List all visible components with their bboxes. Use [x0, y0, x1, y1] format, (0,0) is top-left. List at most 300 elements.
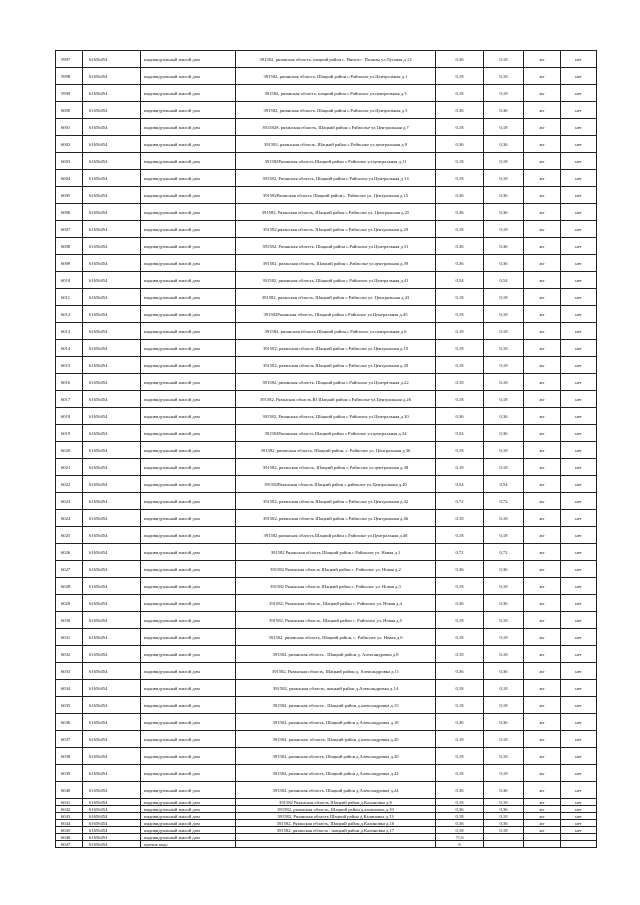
cadastral-code-cell: 61656454 — [83, 680, 141, 697]
flag-cell: нет — [561, 799, 597, 806]
address-cell: 391582, рязанская область, Шацкий район д.Александровка д.22 — [236, 765, 436, 782]
row-number-cell: 6034 — [56, 680, 83, 697]
table-row — [56, 255, 597, 272]
flag-cell: нет — [561, 119, 597, 136]
cadastral-code-cell: 61656454 — [83, 119, 141, 136]
flag-cell: нет — [561, 714, 597, 731]
row-number-cell: 6015 — [56, 357, 83, 374]
area-value-2-cell: 0,36 — [484, 408, 524, 425]
building-type-cell: индивидуальный жилой дом — [141, 510, 236, 527]
address-cell: 391582, Рязанская область, Шацкий район с.Райполье ул. Центральная д.25 — [236, 204, 436, 221]
building-type-cell: индивидуальный жилой дом — [141, 813, 236, 820]
unit-cell: жт — [524, 663, 561, 680]
unit-cell: жт — [524, 204, 561, 221]
area-value-2-cell: 0,18 — [484, 340, 524, 357]
table-row — [56, 629, 597, 646]
cadastral-code-cell: 61656454 — [83, 136, 141, 153]
unit-cell: жт — [524, 731, 561, 748]
row-number-cell: 6030 — [56, 612, 83, 629]
table-row — [56, 646, 597, 663]
table-row — [56, 391, 597, 408]
cadastral-code-cell: 61656454 — [83, 841, 141, 848]
row-number-cell: 6039 — [56, 765, 83, 782]
area-value-cell: 0,18 — [436, 306, 484, 323]
building-type-cell: индивидуальный жилой дом — [141, 272, 236, 289]
flag-cell: нет — [561, 51, 597, 68]
row-number-cell: 6003 — [56, 153, 83, 170]
table-row — [56, 323, 597, 340]
unit-cell: жт — [524, 510, 561, 527]
address-cell: 391582, рязанская область, Шацкий район с.Райполье ул.Центральная д.5 — [236, 102, 436, 119]
row-number-cell: 6010 — [56, 272, 83, 289]
area-value-cell: 0,36 — [436, 806, 484, 813]
unit-cell: жт — [524, 646, 561, 663]
area-value-cell: 6 — [436, 841, 484, 848]
area-value-2-cell: 0,36 — [484, 561, 524, 578]
row-number-cell: 6013 — [56, 323, 83, 340]
table-row — [56, 340, 597, 357]
row-number-cell: 6004 — [56, 170, 83, 187]
area-value-cell: 0,18 — [436, 731, 484, 748]
flag-cell: нет — [561, 289, 597, 306]
building-type-cell: индивидуальный жилой дом — [141, 476, 236, 493]
area-value-cell: 0,18 — [436, 221, 484, 238]
row-number-cell: 6019 — [56, 425, 83, 442]
row-number-cell: 6036 — [56, 714, 83, 731]
table-row — [56, 204, 597, 221]
unit-cell: жт — [524, 323, 561, 340]
table-row — [56, 85, 597, 102]
table-row — [56, 561, 597, 578]
address-cell: 391582, рязанская область , Шацкий район д.александровка д.15 — [236, 697, 436, 714]
address-cell: 391582 Рязанская область Шацкий район д.Калиновка д.6 — [236, 799, 436, 806]
row-number-cell: 6007 — [56, 221, 83, 238]
area-value-cell: 0,18 — [436, 119, 484, 136]
row-number-cell: 6024 — [56, 510, 83, 527]
table-row — [56, 510, 597, 527]
flag-cell: нет — [561, 827, 597, 834]
cadastral-code-cell: 61656454 — [83, 510, 141, 527]
area-value-cell: 0,18 — [436, 391, 484, 408]
cadastral-code-cell: 61656454 — [83, 238, 141, 255]
table-row — [56, 782, 597, 799]
address-cell: 391582S, рязанская область, Шацкий район с.Райполье ул.Центральная д.7 — [236, 119, 436, 136]
row-number-cell: 6020 — [56, 442, 83, 459]
building-type-cell: индивидуальный жилой дом — [141, 136, 236, 153]
building-type-cell: индивидуальный жилой дом — [141, 170, 236, 187]
unit-cell: жт — [524, 170, 561, 187]
flag-cell: нет — [561, 374, 597, 391]
address-cell: 391582,рязанская область, Шацкий район с.Райполье ул.Центральная д.29 — [236, 221, 436, 238]
building-type-cell: индивидуальный жилой дом — [141, 442, 236, 459]
cadastral-code-cell: 61656454 — [83, 289, 141, 306]
unit-cell: жт — [524, 820, 561, 827]
address-cell: 391582, рязанская область, шацкий район с. Ничего - Поляны ул.Луговая д.13 — [236, 51, 436, 68]
unit-cell: жт — [524, 408, 561, 425]
building-type-cell: индивидуальный жилой дом — [141, 357, 236, 374]
area-value-2-cell: 0,18 — [484, 646, 524, 663]
building-type-cell: индивидуальный жилой дом — [141, 612, 236, 629]
table-row — [56, 612, 597, 629]
area-value-2-cell: 0,18 — [484, 442, 524, 459]
cadastral-code-cell: 61656454 — [83, 544, 141, 561]
area-value-2-cell: 0,18 — [484, 289, 524, 306]
flag-cell — [561, 841, 597, 848]
address-cell: 391582 Рязанская область Шацкий район с. Райполье ул. Новая д.3 — [236, 578, 436, 595]
cadastral-code-cell: 61656454 — [83, 476, 141, 493]
area-value-2-cell: 0,18 — [484, 374, 524, 391]
table-row — [56, 119, 597, 136]
area-value-2-cell: 0,18 — [484, 799, 524, 806]
unit-cell: жт — [524, 612, 561, 629]
building-type-cell: индивидуальный жилой дом — [141, 425, 236, 442]
unit-cell: жт — [524, 68, 561, 85]
row-number-cell: 6027 — [56, 561, 83, 578]
address-cell: 391582, рязанская область , Шацкий район д. Александровка д.8 — [236, 646, 436, 663]
cadastral-code-cell: 61656454 — [83, 612, 141, 629]
address-cell: 391582, Рязанская область,Ю Шацкий район с.Райполье ул.Центральная д.26 — [236, 391, 436, 408]
building-type-cell: индивидуальный жилой дом — [141, 820, 236, 827]
building-type-cell: индивидуальный жилой дом — [141, 561, 236, 578]
building-type-cell: индивидуальный жилой дом — [141, 119, 236, 136]
area-value-cell: 0,36 — [436, 820, 484, 827]
row-number-cell: 6042 — [56, 806, 83, 813]
row-number-cell: 6043 — [56, 813, 83, 820]
area-value-cell: 0,54 — [436, 272, 484, 289]
cadastral-code-cell: 61656454 — [83, 323, 141, 340]
flag-cell: нет — [561, 153, 597, 170]
address-cell: 391582, рязанская область, Шацкий район с.Райполье ул.центральная д.9 — [236, 136, 436, 153]
building-type-cell: индивидуальный жилой дом — [141, 663, 236, 680]
flag-cell: нет — [561, 782, 597, 799]
unit-cell: жт — [524, 357, 561, 374]
table-row — [56, 476, 597, 493]
row-number-cell: 6028 — [56, 578, 83, 595]
address-cell: 391582, рязанская область, Шацкий район, с. Райполье ул. Новая д.6 — [236, 629, 436, 646]
area-value-cell: 0,18 — [436, 612, 484, 629]
flag-cell: нет — [561, 544, 597, 561]
area-value-cell: 0,18 — [436, 629, 484, 646]
table-row — [56, 714, 597, 731]
building-type-cell: индивидуальный жилой дом — [141, 204, 236, 221]
building-type-cell: индивидуальный жилой дом — [141, 595, 236, 612]
table-body — [56, 51, 597, 848]
cadastral-code-cell: 61656454 — [83, 442, 141, 459]
area-value-2-cell: 0,36 — [484, 136, 524, 153]
area-value-2-cell: 0,18 — [484, 748, 524, 765]
building-type-cell: индивидуальный жилой дом — [141, 806, 236, 813]
table-row — [56, 527, 597, 544]
area-value-2-cell: 0,36 — [484, 806, 524, 813]
cadastral-code-cell: 61656454 — [83, 153, 141, 170]
area-value-cell: 0,18 — [436, 799, 484, 806]
address-cell: 391582, рязанская область Шацкий район с.Райполье ул.центральная д.6 — [236, 323, 436, 340]
row-number-cell: 6005 — [56, 187, 83, 204]
row-number-cell: 6016 — [56, 374, 83, 391]
area-value-2-cell: 0,18 — [484, 680, 524, 697]
table-row — [56, 442, 597, 459]
area-value-cell: 71,6 — [436, 834, 484, 841]
area-value-cell: 0,18 — [436, 680, 484, 697]
unit-cell: жт — [524, 748, 561, 765]
row-number-cell: 6023 — [56, 493, 83, 510]
area-value-cell: 0,36 — [436, 561, 484, 578]
area-value-cell: 0,18 — [436, 527, 484, 544]
flag-cell: нет — [561, 221, 597, 238]
area-value-2-cell: 0,18 — [484, 813, 524, 820]
unit-cell: жт — [524, 221, 561, 238]
unit-cell: жт — [524, 806, 561, 813]
unit-cell — [524, 834, 561, 841]
row-number-cell: 6021 — [56, 459, 83, 476]
table-row — [56, 136, 597, 153]
address-cell: 391582, рязанская область Шацкий район с.Райполье ул.Центральная д.46 — [236, 510, 436, 527]
row-number-cell: 5997 — [56, 51, 83, 68]
unit-cell: жт — [524, 697, 561, 714]
flag-cell: нет — [561, 510, 597, 527]
address-cell: 391582Рязанская область Шацкий район с.Райполье ул.центральная д.34 — [236, 425, 436, 442]
area-value-cell: 0,36 — [436, 204, 484, 221]
area-value-cell: 0,18 — [436, 827, 484, 834]
area-value-2-cell: 0,18 — [484, 85, 524, 102]
building-type-cell: индивидуальный жилой дом — [141, 629, 236, 646]
table-row — [56, 68, 597, 85]
area-value-2-cell: 0,18 — [484, 459, 524, 476]
unit-cell: жт — [524, 340, 561, 357]
unit-cell: жт — [524, 629, 561, 646]
table-row — [56, 102, 597, 119]
building-type-cell: индивидуальный жилой дом — [141, 544, 236, 561]
cadastral-code-cell: 61656454 — [83, 663, 141, 680]
area-value-2-cell: 0,36 — [484, 820, 524, 827]
cadastral-code-cell: 61656454 — [83, 561, 141, 578]
address-cell: 391582, рязанская область, Шацкий район с.Райполье ул. Центральная д.43 — [236, 289, 436, 306]
building-type-cell: индивидуальный жилой дом — [141, 765, 236, 782]
area-value-2-cell: 0,36 — [484, 595, 524, 612]
cadastral-code-cell: 61656454 — [83, 799, 141, 806]
unit-cell: жт — [524, 238, 561, 255]
table-row — [56, 238, 597, 255]
address-cell — [236, 841, 436, 848]
area-value-cell: 0,18 — [436, 697, 484, 714]
cadastral-code-cell: 61656454 — [83, 391, 141, 408]
row-number-cell: 6037 — [56, 731, 83, 748]
flag-cell: нет — [561, 748, 597, 765]
unit-cell: жт — [524, 153, 561, 170]
flag-cell: нет — [561, 170, 597, 187]
address-cell: 391582 рязанская область Шацкий район с.Райполье ул.Центральная д.48 — [236, 527, 436, 544]
address-cell: 391582Рязанская область Шацкий район с. Райполье ул. Центральная д.15 — [236, 187, 436, 204]
row-number-cell: 6017 — [56, 391, 83, 408]
area-value-2-cell: 0,18 — [484, 153, 524, 170]
flag-cell: нет — [561, 806, 597, 813]
area-value-2-cell: 0,18 — [484, 827, 524, 834]
flag-cell: нет — [561, 476, 597, 493]
flag-cell: нет — [561, 136, 597, 153]
flag-cell: нет — [561, 663, 597, 680]
building-type-cell: индивидуальный жилой дом — [141, 221, 236, 238]
unit-cell: жт — [524, 85, 561, 102]
area-value-2-cell: 0,36 — [484, 187, 524, 204]
table-row — [56, 731, 597, 748]
area-value-cell: 0,54 — [436, 425, 484, 442]
flag-cell: нет — [561, 680, 597, 697]
unit-cell: жт — [524, 595, 561, 612]
cadastral-code-cell: 61656454 — [83, 629, 141, 646]
flag-cell: нет — [561, 272, 597, 289]
cadastral-code-cell: 61656454 — [83, 221, 141, 238]
area-value-cell: 0,36 — [436, 408, 484, 425]
building-type-cell: индивидуальный жилой дом — [141, 51, 236, 68]
address-cell: 391582, Рязанская область, Шацкий район с.Райполье ул.Центральная д.30 — [236, 408, 436, 425]
area-value-2-cell: 0,18 — [484, 527, 524, 544]
unit-cell: жт — [524, 272, 561, 289]
area-value-2-cell: 0,18 — [484, 731, 524, 748]
cadastral-code-cell: 61656454 — [83, 102, 141, 119]
building-type-cell: индивидуальный жилой дом — [141, 799, 236, 806]
address-cell: 391582Рязанская область Шацкий район с.Райполье ул.центральная д.11 — [236, 153, 436, 170]
flag-cell: нет — [561, 765, 597, 782]
area-value-cell: 0,18 — [436, 442, 484, 459]
row-number-cell: 6009 — [56, 255, 83, 272]
building-type-cell: индивидуальный жилой дом — [141, 646, 236, 663]
unit-cell: жт — [524, 493, 561, 510]
flag-cell: нет — [561, 238, 597, 255]
area-value-2-cell: 0,36 — [484, 714, 524, 731]
address-cell: 391582, рязанская область, Шацкий район д.Александровка д.24 — [236, 782, 436, 799]
area-value-2-cell: 0,18 — [484, 221, 524, 238]
unit-cell: жт — [524, 459, 561, 476]
row-number-cell: 6011 — [56, 289, 83, 306]
area-value-cell: 0,36 — [436, 255, 484, 272]
address-cell: 391582, рязанская область, шацкий район д.Александровка д.14 — [236, 680, 436, 697]
address-cell: 391582, рязанская область, Шацкий район с.Райполье ул.центральная д.39 — [236, 255, 436, 272]
area-value-2-cell: 0,18 — [484, 510, 524, 527]
table-row — [56, 595, 597, 612]
address-cell: 391582, Рязанская область, Шацкий район с.Райполье ул.Центральная д.31 — [236, 238, 436, 255]
address-cell: 391582 Рязанская область Шацкий район с.Райполье ул. Новая д.1 — [236, 544, 436, 561]
area-value-2-cell: 0,18 — [484, 391, 524, 408]
row-number-cell: 5999 — [56, 85, 83, 102]
cadastral-code-cell: 61656454 — [83, 827, 141, 834]
unit-cell: жт — [524, 578, 561, 595]
housing-table — [55, 50, 597, 848]
building-type-cell: индивидуальный жилой дом — [141, 85, 236, 102]
cadastral-code-cell: 61656454 — [83, 68, 141, 85]
cadastral-code-cell: 61656454 — [83, 255, 141, 272]
address-cell: 391582, рязанская область, шацкий район с.Райполье ул.центральная д.3 — [236, 85, 436, 102]
area-value-2-cell: 0,18 — [484, 323, 524, 340]
flag-cell: нет — [561, 459, 597, 476]
flag-cell: нет — [561, 612, 597, 629]
cadastral-code-cell: 61656454 — [83, 408, 141, 425]
flag-cell: нет — [561, 595, 597, 612]
row-number-cell: 6041 — [56, 799, 83, 806]
area-value-2-cell: 0,36 — [484, 782, 524, 799]
area-value-cell: 0,18 — [436, 459, 484, 476]
row-number-cell: 6014 — [56, 340, 83, 357]
area-value-cell: 0,36 — [436, 782, 484, 799]
row-number-cell: 6045 — [56, 827, 83, 834]
building-type-cell: индивидуальный жилой дом — [141, 255, 236, 272]
building-type-cell: индивидуальный жилой дом — [141, 374, 236, 391]
address-cell: 391582, рязанская область, Шацкий район д.Александровка д.18 — [236, 714, 436, 731]
row-number-cell: 6033 — [56, 663, 83, 680]
cadastral-code-cell: 61656454 — [83, 425, 141, 442]
cadastral-code-cell: 61656454 — [83, 578, 141, 595]
area-value-2-cell: 0,72 — [484, 493, 524, 510]
building-type-cell: индивидуальный жилой дом — [141, 102, 236, 119]
cadastral-code-cell: 61656454 — [83, 782, 141, 799]
cadastral-code-cell: 61656454 — [83, 170, 141, 187]
table-row — [56, 459, 597, 476]
row-number-cell: 6029 — [56, 595, 83, 612]
building-type-cell: индивидуальный жилой дом — [141, 391, 236, 408]
address-cell: 391582, рязанская область , шацкий район д.Калиновка д.17 — [236, 827, 436, 834]
area-value-2-cell: 0,18 — [484, 68, 524, 85]
row-number-cell: 6026 — [56, 544, 83, 561]
area-value-cell: 0,18 — [436, 510, 484, 527]
cadastral-code-cell: 61656454 — [83, 340, 141, 357]
table-row — [56, 813, 597, 820]
row-number-cell: 6046 — [56, 834, 83, 841]
flag-cell — [561, 834, 597, 841]
cadastral-code-cell: 61656454 — [83, 731, 141, 748]
table-row — [56, 748, 597, 765]
unit-cell: жт — [524, 51, 561, 68]
table-row — [56, 663, 597, 680]
cadastral-code-cell: 61656454 — [83, 306, 141, 323]
unit-cell: жт — [524, 255, 561, 272]
area-value-2-cell: 0,72 — [484, 544, 524, 561]
area-value-cell: 0,18 — [436, 374, 484, 391]
row-number-cell: 6031 — [56, 629, 83, 646]
address-cell: 391582, рязанская область, Шацкий район д.калиновка д.10 — [236, 806, 436, 813]
table-row — [56, 820, 597, 827]
address-cell: 391582, Рязанская область, Шацкий район д.Калиновка д.16 — [236, 820, 436, 827]
building-type-cell: индивидуальный жилой дом — [141, 697, 236, 714]
building-type-cell: индивидуальный жилой дом — [141, 323, 236, 340]
area-value-cell: 0,18 — [436, 323, 484, 340]
unit-cell: жт — [524, 374, 561, 391]
row-number-cell: 6022 — [56, 476, 83, 493]
flag-cell: нет — [561, 820, 597, 827]
address-cell: 391582, рязанская область, Шацкий район д.Александровка д.20 — [236, 748, 436, 765]
table-row — [56, 272, 597, 289]
area-value-cell: 0,18 — [436, 813, 484, 820]
unit-cell: жт — [524, 813, 561, 820]
unit-cell: жт — [524, 289, 561, 306]
unit-cell: жт — [524, 765, 561, 782]
address-cell: 391582, рязанская область Шацкий район с.Райполье ул.Центральная д.42 — [236, 493, 436, 510]
area-value-cell: 0,36 — [436, 663, 484, 680]
unit-cell: жт — [524, 561, 561, 578]
address-cell — [236, 834, 436, 841]
address-cell: 391582, рязанская область, Шацкий район с.Райполье ул.Центральная д.1 — [236, 68, 436, 85]
flag-cell: нет — [561, 255, 597, 272]
row-number-cell: 5998 — [56, 68, 83, 85]
area-value-2-cell: 0,18 — [484, 629, 524, 646]
unit-cell: жт — [524, 476, 561, 493]
cadastral-code-cell: 61656454 — [83, 834, 141, 841]
unit-cell: жт — [524, 714, 561, 731]
cadastral-code-cell: 61656454 — [83, 51, 141, 68]
unit-cell: жт — [524, 102, 561, 119]
address-cell: 391582, рязанская. область. Шацкий район д.александровка д.20 — [236, 731, 436, 748]
cadastral-code-cell: 61656454 — [83, 697, 141, 714]
row-number-cell: 6047 — [56, 841, 83, 848]
building-type-cell: индивидуальный жилой дом — [141, 68, 236, 85]
